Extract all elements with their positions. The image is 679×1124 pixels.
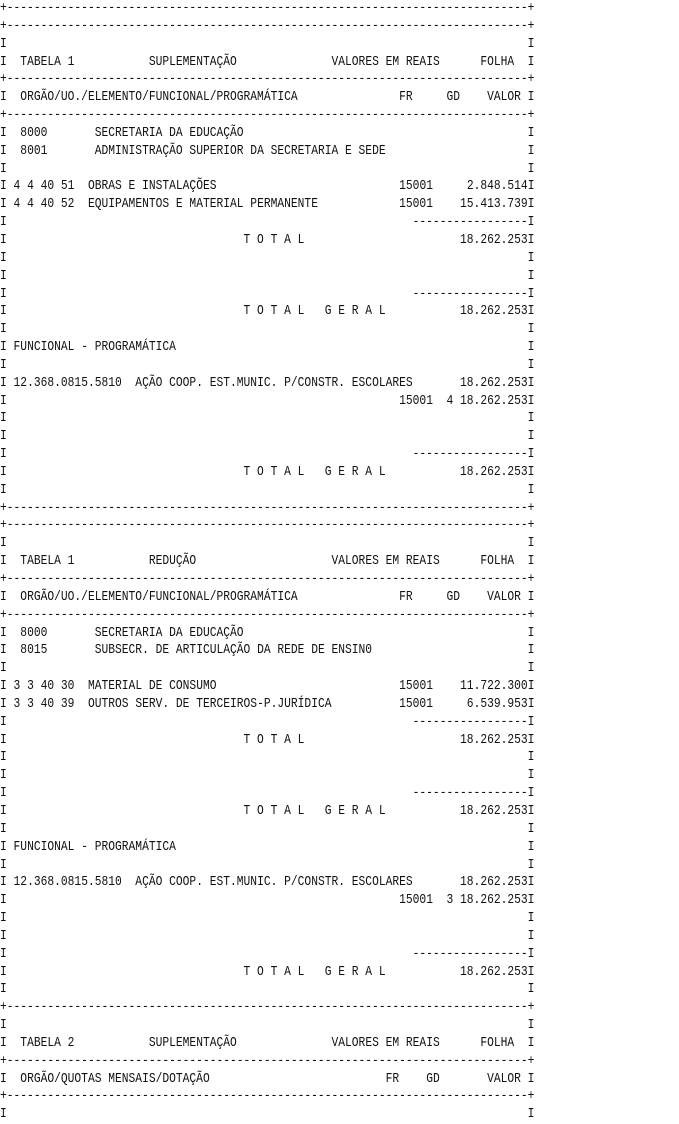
- values-label: VALORES EM REAIS: [331, 554, 440, 570]
- uo-line: I 8015 SUBSECR. DE ARTICULAÇÃO DA REDE DE ENSIN0 I: [0, 643, 535, 659]
- blank-line: I I: [0, 982, 535, 998]
- func-line: I 12.368.0815.5810 AÇÃO COOP. EST.MUNIC. P/CONSTR. ESCOLARES 18.262.253I: [0, 375, 535, 391]
- func-code: 12.368.0815.5810: [13, 375, 122, 391]
- col-gd-header: GD: [446, 90, 461, 106]
- blank-line: I I: [0, 322, 535, 338]
- col-fr-header: FR: [385, 1071, 400, 1087]
- item-valor: 6.539.953: [466, 696, 528, 712]
- func-description: AÇÃO COOP. EST.MUNIC. P/CONSTR. ESCOLARES: [135, 875, 413, 891]
- border-line: +-----------------------------------------------------------------------------+: [0, 72, 535, 88]
- item-valor: 2.848.514: [466, 179, 528, 195]
- item-line: I 4 4 40 52 EQUIPAMENTOS E MATERIAL PERMANENTE 15001 15.413.739I: [0, 197, 535, 213]
- item-code: 4 4 40 52: [13, 197, 75, 213]
- table-label: TABELA 1: [20, 554, 75, 570]
- total-value: 18.262.253: [460, 232, 528, 248]
- rule-line: I -----------------I: [0, 447, 535, 463]
- blank-line: I I: [0, 411, 535, 427]
- col-valor-header: VALOR: [487, 1071, 521, 1087]
- item-line: I 3 3 40 39 OUTROS SERV. DE TERCEIROS-P.JURÍDICA 15001 6.539.953I: [0, 696, 535, 712]
- border-line: +-----------------------------------------------------------------------------+: [0, 518, 535, 534]
- total-geral-line: I T O T A L G E R A L 18.262.253I: [0, 964, 535, 980]
- func-gd: 3: [446, 893, 454, 909]
- func-description: AÇÃO COOP. EST.MUNIC. P/CONSTR. ESCOLARES: [135, 375, 413, 391]
- folha-label: FOLHA: [480, 554, 515, 570]
- border-line: +-----------------------------------------------------------------------------+: [0, 572, 535, 587]
- funcional-label: FUNCIONAL - PROGRAMÁTICA: [13, 839, 176, 855]
- folha-label: FOLHA: [480, 54, 515, 70]
- org-code: 8000: [20, 625, 48, 641]
- uo-code: 8015: [20, 643, 48, 659]
- blank-line: I I: [0, 1107, 535, 1123]
- blank-line: I I: [0, 536, 535, 552]
- col-valor-header: VALOR: [487, 589, 521, 605]
- item-code: 3 3 40 30: [13, 679, 75, 695]
- blank-line: I I: [0, 161, 535, 177]
- column-header: ORGÃO/QUOTAS MENSAIS/DOTAÇÃO: [20, 1071, 210, 1087]
- col-fr-header: FR: [399, 90, 413, 106]
- uo-name: ADMINISTRAÇÃO SUPERIOR DA SECRETARIA E SEDE: [94, 143, 386, 159]
- col-gd-header: GD: [446, 589, 461, 605]
- rule-line: I -----------------I: [0, 286, 535, 302]
- rule-line: I -----------------I: [0, 786, 535, 802]
- col-gd-header: GD: [426, 1071, 440, 1087]
- func-sub-line: I 15001 3 18.262.253I: [0, 893, 535, 909]
- func-fr: 15001: [399, 393, 433, 409]
- blank-line: I I: [0, 482, 535, 498]
- funcional-line: I FUNCIONAL - PROGRAMÁTICA I: [0, 340, 535, 356]
- blank-line: I I: [0, 768, 535, 784]
- item-fr: 15001: [399, 197, 433, 213]
- blank-line: I I: [0, 750, 535, 766]
- func-gd: 4: [446, 393, 454, 409]
- blank-line: I I: [0, 661, 535, 677]
- values-label: VALORES EM REAIS: [331, 1035, 440, 1051]
- org-name: SECRETARIA DA EDUCAÇÃO: [94, 125, 244, 141]
- table-kind: REDUÇÃO: [148, 554, 197, 570]
- item-fr: 15001: [399, 679, 433, 695]
- item-description: OUTROS SERV. DE TERCEIROS-P.JURÍDICA: [87, 696, 332, 712]
- org-name: SECRETARIA DA EDUCAÇÃO: [94, 625, 244, 641]
- func-sub-value: 18.262.253: [460, 393, 528, 409]
- item-description: EQUIPAMENTOS E MATERIAL PERMANENTE: [87, 197, 318, 213]
- func-value: 18.262.253: [460, 875, 528, 891]
- total-geral-value: 18.262.253: [460, 304, 528, 320]
- col-valor-header: VALOR: [487, 90, 521, 106]
- blank-line: I I: [0, 429, 535, 445]
- total-geral-line: I T O T A L G E R A L 18.262.253I: [0, 803, 535, 819]
- border-line: +-----------------------------------------------------------------------------+: [0, 500, 535, 516]
- column-header: ORGÃO/UO./ELEMENTO/FUNCIONAL/PROGRAMÁTICA: [20, 589, 298, 605]
- border-line: +-----------------------------------------------------------------------------+: [0, 1000, 535, 1016]
- border-line: +-----------------------------------------------------------------------------+: [0, 1089, 535, 1105]
- border-line: +-----------------------------------------------------------------------------+: [0, 108, 535, 124]
- values-label: VALORES EM REAIS: [331, 54, 440, 70]
- item-description: MATERIAL DE CONSUMO: [87, 679, 217, 695]
- item-line: I 4 4 40 51 OBRAS E INSTALAÇÕES 15001 2.848.514I: [0, 179, 535, 195]
- blank-line: I I: [0, 250, 535, 266]
- header-line: I ORGÃO/UO./ELEMENTO/FUNCIONAL/PROGRAMÁTICA FR GD VALOR I: [0, 589, 535, 605]
- blank-line: I I: [0, 1018, 535, 1034]
- blank-line: I I: [0, 857, 535, 873]
- border-line: +-----------------------------------------------------------------------------+: [0, 18, 535, 34]
- blank-line: I I: [0, 928, 535, 944]
- func-fr: 15001: [399, 893, 433, 909]
- table-label: TABELA 1: [20, 54, 75, 70]
- col-fr-header: FR: [399, 589, 413, 605]
- funcional-label: FUNCIONAL - PROGRAMÁTICA: [13, 340, 176, 356]
- table-label: TABELA 2: [20, 1035, 75, 1051]
- item-valor: 11.722.300: [460, 679, 528, 695]
- uo-name: SUBSECR. DE ARTICULAÇÃO DA REDE DE ENSIN0: [94, 643, 373, 659]
- item-code: 4 4 40 51: [13, 179, 75, 195]
- total-geral-value: 18.262.253: [460, 803, 528, 819]
- header-line: I ORGÃO/UO./ELEMENTO/FUNCIONAL/PROGRAMÁTICA FR GD VALOR I: [0, 90, 535, 106]
- rule-line: I -----------------I: [0, 714, 535, 730]
- func-total-geral-value: 18.262.253: [460, 464, 528, 480]
- border-line: +-----------------------------------------------------------------------------+: [0, 607, 535, 623]
- border-line: +-----------------------------------------------------------------------------+: [0, 1053, 535, 1069]
- blank-line: I I: [0, 911, 535, 927]
- folha-label: FOLHA: [480, 1035, 515, 1051]
- blank-line: I I: [0, 268, 535, 284]
- item-valor: 15.413.739: [460, 197, 528, 213]
- total-geral-line: I T O T A L G E R A L 18.262.253I: [0, 464, 535, 480]
- uo-code: 8001: [20, 143, 48, 159]
- blank-line: I I: [0, 36, 535, 52]
- border-line: +-----------------------------------------------------------------------------+: [0, 1, 535, 16]
- func-code: 12.368.0815.5810: [13, 875, 122, 891]
- table-kind: SUPLEMENTAÇÃO: [148, 1035, 237, 1051]
- org-code: 8000: [20, 125, 48, 141]
- total-geral-line: I T O T A L G E R A L 18.262.253I: [0, 304, 535, 320]
- total-line: I T O T A L 18.262.253I: [0, 732, 535, 748]
- item-fr: 15001: [399, 179, 433, 195]
- item-fr: 15001: [399, 696, 433, 712]
- column-header: ORGÃO/UO./ELEMENTO/FUNCIONAL/PROGRAMÁTICA: [20, 90, 298, 106]
- func-line: I 12.368.0815.5810 AÇÃO COOP. EST.MUNIC. P/CONSTR. ESCOLARES 18.262.253I: [0, 875, 535, 891]
- total-label: T O T A L: [243, 732, 305, 748]
- blank-line: I I: [0, 821, 535, 837]
- blank-line: I I: [0, 357, 535, 373]
- org-line: I 8000 SECRETARIA DA EDUCAÇÃO I: [0, 125, 535, 141]
- header-line: I ORGÃO/QUOTAS MENSAIS/DOTAÇÃO FR GD VALOR I: [0, 1071, 535, 1087]
- total-label: T O T A L: [243, 232, 305, 248]
- func-sub-value: 18.262.253: [460, 893, 528, 909]
- uo-line: I 8001 ADMINISTRAÇÃO SUPERIOR DA SECRETARIA E SEDE I: [0, 143, 535, 159]
- total-geral-label: T O T A L G E R A L: [243, 964, 386, 980]
- func-total-geral-value: 18.262.253: [460, 964, 528, 980]
- total-value: 18.262.253: [460, 732, 528, 748]
- total-line: I T O T A L 18.262.253I: [0, 232, 535, 248]
- rule-line: I -----------------I: [0, 215, 535, 231]
- item-line: I 3 3 40 30 MATERIAL DE CONSUMO 15001 11.722.300I: [0, 679, 535, 695]
- total-geral-label: T O T A L G E R A L: [243, 304, 386, 320]
- table-kind: SUPLEMENTAÇÃO: [148, 54, 237, 70]
- total-geral-label: T O T A L G E R A L: [243, 464, 386, 480]
- org-line: I 8000 SECRETARIA DA EDUCAÇÃO I: [0, 625, 535, 641]
- table-title-line: I TABELA 1 REDUÇÃO VALORES EM REAIS FOLHA I: [0, 554, 535, 570]
- item-code: 3 3 40 39: [13, 696, 75, 712]
- table-title-line: I TABELA 2 SUPLEMENTAÇÃO VALORES EM REAIS FOLHA I: [0, 1035, 535, 1051]
- rule-line: I -----------------I: [0, 946, 535, 962]
- func-sub-line: I 15001 4 18.262.253I: [0, 393, 535, 409]
- funcional-line: I FUNCIONAL - PROGRAMÁTICA I: [0, 839, 535, 855]
- item-description: OBRAS E INSTALAÇÕES: [87, 179, 217, 195]
- func-value: 18.262.253: [460, 375, 528, 391]
- table-title-line: I TABELA 1 SUPLEMENTAÇÃO VALORES EM REAIS FOLHA I: [0, 54, 535, 70]
- total-geral-label: T O T A L G E R A L: [243, 803, 386, 819]
